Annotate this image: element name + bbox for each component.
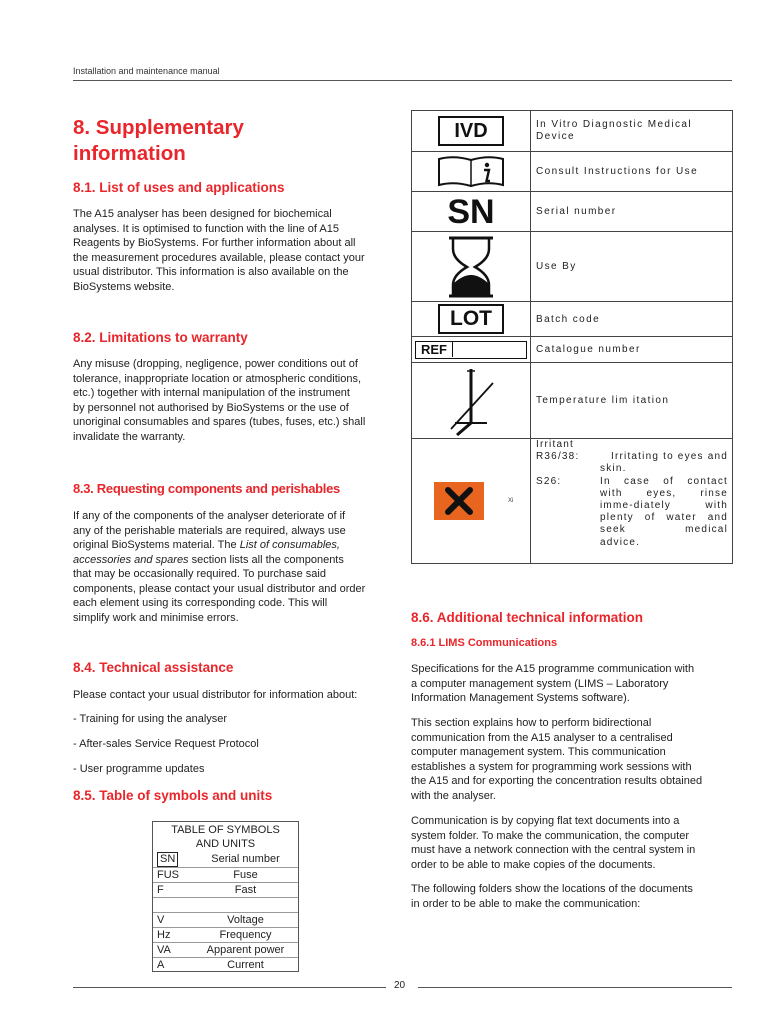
- section-8-6-p4: [411, 882, 732, 911]
- consumables-list-reference: List of consumables,: [239, 539, 340, 551]
- ivd-symbol: IVD: [438, 116, 504, 146]
- text-line: the A15 and for exporting the concentration results obtained: [411, 775, 703, 787]
- list-item: - Training for using the analyser: [73, 713, 228, 725]
- text-line: each element using its corresponding code. This will: [73, 597, 328, 609]
- symbols-table: [411, 110, 733, 564]
- symbol-desc-line: Device: [536, 131, 575, 142]
- text-line: This section explains how to perform bidirectional: [411, 717, 652, 729]
- symbol-row-instructions: [412, 151, 732, 191]
- table-row: [153, 927, 298, 942]
- text-line: system folder. To make the communication, the computer: [411, 829, 689, 842]
- symbol-desc: Consult Instructions for Use: [536, 166, 699, 177]
- symbol-cell: [412, 363, 531, 438]
- safety-text: In case of contact: [600, 475, 728, 487]
- table-cell-symbol: FUS: [157, 869, 179, 881]
- safety-text: with eyes, rinse: [600, 487, 728, 499]
- text-line: establishes a system for programming work sessions with: [411, 760, 692, 773]
- text-line: etc.) together with internal manipulation of the instrument: [73, 387, 350, 399]
- table-cell-desc: Fast: [234, 884, 257, 896]
- section-8-3-heading: 8.3. Requesting components and perishables: [73, 481, 340, 496]
- irritant-hazard-icon: [434, 482, 484, 520]
- irritant-title: Irritant: [536, 439, 574, 450]
- section-8-6-heading: 8.6. Additional technical information: [411, 610, 644, 625]
- list-item: - User programme updates: [73, 763, 205, 775]
- table-row: [153, 957, 298, 972]
- text-line: any of the perishable materials are required, always use: [73, 524, 346, 537]
- text-line: invalidate the warranty.: [73, 430, 186, 443]
- section-8-1-heading: 8.1. List of uses and applications: [73, 180, 285, 195]
- section-8-6-p3: [411, 814, 732, 872]
- text-line: usual distributor. This information is also available on the: [73, 266, 349, 278]
- text-line: must have a network connection with the central system in: [411, 844, 696, 856]
- symbol-cell: [412, 152, 531, 191]
- section-8-6-1-heading: 8.6.1 LIMS Communications: [411, 637, 558, 649]
- symbol-cell: [412, 111, 531, 151]
- footer-rule-right: [418, 987, 732, 988]
- symbol-desc: Use By: [536, 261, 577, 272]
- safety-text: imme-diately with: [600, 500, 728, 511]
- book-info-icon: [436, 155, 506, 189]
- table-cell-symbol: F: [157, 884, 164, 896]
- safety-phrase-line: [536, 476, 728, 488]
- text-line: by personnel not authorised by BioSystems or the use of: [73, 401, 349, 414]
- symbol-desc: Catalogue number: [536, 344, 641, 355]
- table-cell-symbol: Hz: [157, 929, 171, 941]
- symbol-desc-line: In Vitro Diagnostic Medical: [536, 119, 693, 130]
- ref-symbol-box: [415, 341, 527, 359]
- text-line: Any misuse (dropping, negligence, power conditions out of: [73, 358, 358, 370]
- symbol-desc: Batch code: [536, 313, 601, 325]
- text-line: Reagents by BioSystems. For further information about all: [73, 237, 356, 249]
- text-line: Information Management Systems software).: [411, 692, 630, 704]
- section-8-5-heading: 8.5. Table of symbols and units: [73, 788, 273, 803]
- section-8-2-heading: 8.2. Limitations to warranty: [73, 330, 248, 345]
- symbol-row-lot: [412, 301, 732, 336]
- symbol-row-ivd: [412, 111, 732, 151]
- table-cell-desc: Voltage: [227, 914, 264, 926]
- symbol-row-serial: [412, 191, 732, 231]
- symbol-cell: [412, 192, 531, 231]
- table-cell-symbol: SN: [157, 852, 178, 867]
- section-8-6-p1: [411, 662, 732, 706]
- safety-text: seek medical: [600, 524, 728, 536]
- symbols-units-table: [152, 821, 299, 972]
- cross-icon: [442, 486, 476, 516]
- table-row: [153, 882, 298, 897]
- table-cell-desc: Serial number: [211, 853, 280, 865]
- symbol-row-temperature: [412, 362, 732, 438]
- section-8-1-body: [73, 207, 394, 294]
- text-line: BioSystems website.: [73, 280, 175, 293]
- table-cell-desc: Fuse: [233, 869, 258, 881]
- text-line: Specifications for the A15 programme communication with: [411, 663, 695, 675]
- text-line: original BioSystems material. The List of consumables,: [73, 539, 340, 551]
- irritant-code: Xi: [508, 498, 514, 504]
- ref-symbol: REF: [416, 342, 453, 357]
- text-line: analyses. It is optimised to function with the line of A15: [73, 222, 339, 235]
- text-line: accessories and spares section lists all the components: [73, 553, 344, 566]
- symbol-desc: Temperature lim itation: [536, 395, 670, 406]
- section-8-3-body: [73, 509, 394, 625]
- page-number: 20: [394, 980, 406, 991]
- text-line: tolerance, inappropriate location or atmospheric conditions,: [73, 372, 361, 385]
- text-line: that may be occasionally required. To purchase said: [73, 568, 326, 580]
- footer-rule-left: [73, 987, 386, 988]
- text-line: computer management system. This communication: [411, 746, 666, 758]
- symbol-desc: Serial number: [536, 206, 617, 217]
- running-header: Installation and maintenance manual: [73, 66, 220, 76]
- symbol-cell: [412, 439, 531, 563]
- symbol-cell: [412, 232, 531, 301]
- table-row: [153, 897, 298, 912]
- section-8-4-intro: Please contact your usual distributor for information about:: [73, 689, 358, 701]
- risk-text: Irritating to eyes and: [610, 451, 728, 463]
- risk-code: R36/38:: [536, 451, 580, 463]
- text-line: a computer management system (LIMS – Laboratory: [411, 677, 669, 690]
- text-line: the measurement procedures available, please contact your: [73, 251, 365, 264]
- thermometer-icon: [441, 365, 501, 437]
- page-title-line-2: information: [73, 142, 186, 165]
- list-item: - After-sales Service Request Protocol: [73, 738, 259, 750]
- page-title-line-1: 8. Supplementary: [73, 116, 244, 139]
- table-cell-symbol: A: [157, 959, 165, 971]
- symbol-cell: [412, 337, 531, 362]
- text-line: with the analyser.: [411, 789, 496, 802]
- symbol-cell: [412, 302, 531, 336]
- text-line: The following folders show the locations of the documents: [411, 883, 693, 895]
- symbol-row-irritant: [412, 438, 732, 563]
- risk-text: skin.: [600, 463, 627, 475]
- symbol-desc: [536, 111, 728, 151]
- text-line: components, please contact your usual distributor and order: [73, 582, 366, 595]
- table-row: [153, 912, 298, 927]
- text-line: simplify work and minimise errors.: [73, 611, 239, 624]
- text-line: If any of the components of the analyser deteriorate of if: [73, 510, 346, 522]
- table-title-line-1: TABLE OF SYMBOLS: [171, 824, 280, 836]
- risk-phrase-line: [536, 451, 728, 463]
- header-rule: [73, 80, 732, 81]
- text-line: communication from the A15 analyser to a centralised: [411, 731, 673, 744]
- table-title-line-2: AND UNITS: [195, 838, 256, 850]
- sn-symbol: SN: [447, 192, 495, 231]
- table-row: [153, 852, 298, 867]
- table-row: [153, 867, 298, 882]
- irritant-desc: [536, 439, 728, 549]
- symbol-row-use-by: [412, 231, 732, 301]
- table-cell-desc: Apparent power: [206, 944, 285, 956]
- table-cell-desc: Current: [227, 959, 264, 971]
- safety-text: plenty of water and: [600, 512, 728, 524]
- text-line: unoriginal consumables and spares (tubes, fuses, etc.) shall: [73, 416, 366, 428]
- symbol-row-ref: [412, 336, 732, 362]
- section-8-4-heading: 8.4. Technical assistance: [73, 660, 234, 675]
- table-title: [153, 823, 298, 851]
- table-cell-desc: Frequency: [219, 929, 272, 941]
- safety-code: S26:: [536, 475, 562, 487]
- table-cell-symbol: V: [157, 914, 165, 926]
- table-row: [153, 942, 298, 957]
- safety-text: advice.: [600, 536, 641, 548]
- text-line: The A15 analyser has been designed for biochemical: [73, 208, 332, 220]
- consumables-list-reference-cont: accessories and spares: [73, 553, 189, 566]
- text-line: in order to be able to make the communication:: [411, 897, 641, 910]
- text-line: order to be able to make copies of the documents.: [411, 858, 656, 871]
- text-line: Communication is by copying flat text documents into a: [411, 815, 680, 827]
- table-cell-symbol: VA: [157, 944, 171, 956]
- hourglass-icon: [441, 235, 501, 299]
- page-title: [73, 115, 373, 167]
- section-8-6-p2: [411, 716, 732, 803]
- lot-symbol: LOT: [438, 304, 504, 334]
- section-8-2-body: [73, 357, 394, 444]
